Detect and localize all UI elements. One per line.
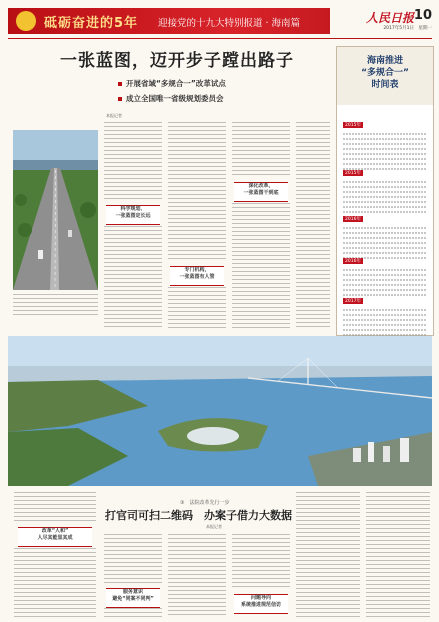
party-emblem-icon <box>16 11 36 31</box>
lower-byline: 本报记者 <box>206 524 234 529</box>
text-column <box>296 122 330 330</box>
text-column <box>104 122 162 202</box>
text-column <box>14 492 96 522</box>
timeline-title-line-3: 时间表 <box>371 80 399 90</box>
timeline-year: 2015年 <box>345 171 361 176</box>
page-date: 2017年5月1日 星期一 <box>383 26 432 31</box>
highway-photo-illustration <box>13 130 98 290</box>
timeline-entry <box>343 287 427 341</box>
article-byline: 本报记者 <box>106 113 142 118</box>
page-number: 10 <box>413 8 432 23</box>
bullet-icon <box>118 97 122 101</box>
masthead <box>336 6 432 36</box>
bay-aerial-photo <box>8 336 432 486</box>
subheadline-1 <box>118 78 226 89</box>
timeline-year: 2017年 <box>345 299 361 304</box>
timeline-year: 2015年 <box>345 123 361 128</box>
text-column <box>104 534 162 586</box>
photo-caption <box>13 292 98 318</box>
bullet-icon <box>118 82 122 86</box>
timeline-year: 2016年 <box>345 217 361 222</box>
series-kicker: ③ 法院改革先行一步 <box>180 500 230 506</box>
text-column <box>168 122 226 262</box>
subheadline-2-text: 成立全国唯一省级规划委员会 <box>126 94 224 103</box>
section-heading: 科学规划、 一张蓝图定长远 <box>106 205 160 225</box>
text-column <box>14 548 96 618</box>
banner-title: 砥砺奋进的5年 <box>44 16 139 31</box>
paper-name: 人民日报 <box>365 11 414 25</box>
text-column <box>232 534 290 590</box>
text-column <box>104 608 162 618</box>
text-column <box>168 287 226 330</box>
special-report-banner <box>8 8 330 34</box>
section-heading: 专门机构， 一张蓝图有人管 <box>170 266 224 286</box>
text-column <box>232 203 290 330</box>
lower-headline: 打官司可扫二维码 办案子借力大数据 <box>105 509 292 522</box>
text-column <box>366 492 430 618</box>
timeline-title-line-1: 海南推进 <box>366 56 403 66</box>
section-heading: 深化改革， 一张蓝图干到底 <box>234 182 288 202</box>
subheadline-1-text: 开展省域“多规合一”改革试点 <box>126 79 226 88</box>
section-heading: 问题导向 系统推进规范信访 <box>234 594 288 614</box>
section-heading: 改革“人和” 人尽其能显其成 <box>18 527 92 547</box>
timeline-title-line-2: “多规合一” <box>361 68 409 78</box>
highway-photo <box>13 130 98 290</box>
timeline-sidebar <box>336 46 434 336</box>
bay-photo-illustration <box>8 336 432 486</box>
timeline-year: 2016年 <box>345 259 361 264</box>
text-column <box>232 122 290 178</box>
text-column <box>296 492 360 618</box>
text-column <box>104 226 162 330</box>
subheadline-2 <box>118 93 224 104</box>
timeline-title <box>337 47 433 105</box>
text-column <box>168 534 226 618</box>
main-headline: 一张蓝图，迈开步子蹚出路子 <box>60 51 294 71</box>
banner-subtitle: 迎接党的十九大特别报道 · 海南篇 <box>158 18 301 29</box>
top-divider <box>8 38 432 39</box>
section-heading: 服务意识 避免“同案不同判” <box>106 588 160 608</box>
